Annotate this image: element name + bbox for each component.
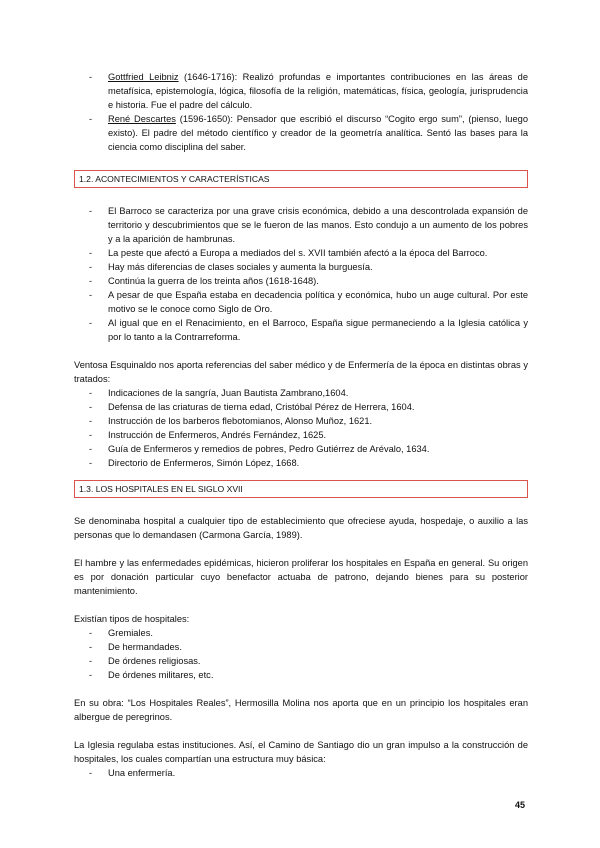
page-content [74,70,528,780]
list-item [74,640,528,654]
page-number: 45 [515,800,526,810]
list-item-text: Defensa de las criaturas de tierna edad, Cristóbal Pérez de Herrera, 1604. [108,402,415,412]
dash-bullet: - [89,388,93,398]
hospital-types-intro: Existían tipos de hospitales: [74,614,190,624]
list-item-text: Instrucción de Enfermeros, Andrés Fernández, 1625. [108,430,327,440]
hermosilla-paragraph: En su obra: “Los Hospitales Reales”, Hermosilla Molina nos aporta que en un principio los hospitales eran albergue de peregrinos. [74,698,528,722]
dash-bullet: - [89,290,93,300]
list-item [74,386,528,400]
dash-bullet: - [89,248,93,258]
dash-bullet: - [89,628,93,638]
list-item [74,288,528,316]
list-item [74,316,528,344]
person-description: (1596-1650): Pensador que escribió el discurso “Cogito ergo sum”, (pienso, luego existo). El padre del método científico y creador de la geometría analítica. Sentó las bases para la ciencia como disciplina del saber. [108,114,528,152]
list-item [74,70,528,112]
section-heading-1-2: 1.2. ACONTECIMIENTOS Y CARACTERÍSTICAS [74,170,528,188]
list-item-text: Hay más diferencias de clases sociales y aumenta la burguesía. [108,262,373,272]
dash-bullet: - [89,276,93,286]
list-item-text: Instrucción de los barberos flebotomianos, Alonso Muñoz, 1621. [108,416,373,426]
dash-bullet: - [89,458,93,468]
section-heading-1-3: 1.3. LOS HOSPITALES EN EL SIGLO XVII [74,480,528,498]
dash-bullet: - [89,318,93,328]
hospital-types-list [74,626,528,682]
list-item-text: A pesar de que España estaba en decadencia política y económica, hubo un auge cultural. Por este motivo se le conoce como Siglo de Oro. [108,290,528,314]
list-item [74,274,528,288]
list-item-text: De órdenes militares, etc. [108,670,214,680]
list-item [74,400,528,414]
dash-bullet: - [89,206,93,216]
dash-bullet: - [89,430,93,440]
list-item-text: Directorio de Enfermeros, Simón López, 1668. [108,458,300,468]
list-item-text: De órdenes religiosas. [108,656,201,666]
list-item [74,766,528,780]
philosophers-list [74,70,528,154]
person-description: (1646-1716): Realizó profundas e importantes contribuciones en las áreas de metafísica, epistemología, lógica, filosofía de la religión, matemáticas, física, geología, jurisprudencia e historia. Fue el padre del cálculo. [108,72,529,110]
dash-bullet: - [89,642,93,652]
list-item-text: La peste que afectó a Europa a mediados del s. XVII también afectó a la época del Barroco. [108,248,488,258]
list-item-text: De hermandades. [108,642,182,652]
dash-bullet: - [89,670,93,680]
list-item [74,204,528,246]
person-name: René Descartes [108,114,176,124]
characteristics-list [74,204,528,344]
list-item [74,414,528,428]
list-item [74,246,528,260]
list-item [74,442,528,456]
list-item [74,112,528,154]
dash-bullet: - [89,444,93,454]
works-list [74,386,528,470]
list-item-text: Continúa la guerra de los treinta años (1618-1648). [108,276,319,286]
list-item [74,668,528,682]
dash-bullet: - [89,114,93,124]
list-item-text: El Barroco se caracteriza por una grave crisis económica, debido a una descontrolada expansión de territorio y descubrimientos que se le fueron de las manos. Esto condujo a un aumento de los pobres y a la aparición de hambrunas. [108,206,528,244]
list-item-text: Al igual que en el Renacimiento, en el Barroco, España sigue permaneciendo a la Iglesia católica y por lo tanto a la Contrarreforma. [108,318,528,342]
dash-bullet: - [89,768,93,778]
list-item [74,428,528,442]
person-name: Gottfried Leibniz [108,72,179,82]
dash-bullet: - [89,416,93,426]
iglesia-paragraph: La Iglesia regulaba estas instituciones. Así, el Camino de Santiago dio un gran impulso a la construcción de hospitales, los cuales compartían una estructura muy básica: [74,740,528,764]
list-item [74,654,528,668]
dash-bullet: - [89,656,93,666]
hospital-definition-paragraph: Se denominaba hospital a cualquier tipo de establecimiento que ofreciese ayuda, hospedaje, o auxilio a las personas que lo demandasen (Carmona García, 1989). [74,516,528,540]
list-item-text: Gremiales. [108,628,153,638]
works-intro-paragraph: Ventosa Esquinaldo nos aporta referencias del saber médico y de Enfermería de la época en distintas obras y tratados: [74,360,528,384]
list-item [74,260,528,274]
list-item-text: Guía de Enfermeros y remedios de pobres, Pedro Gutiérrez de Arévalo, 1634. [108,444,430,454]
dash-bullet: - [89,72,93,82]
list-item [74,456,528,470]
dash-bullet: - [89,402,93,412]
dash-bullet: - [89,262,93,272]
list-item-text: Indicaciones de la sangría, Juan Bautista Zambrano,1604. [108,388,349,398]
hospital-structure-list [74,766,528,780]
hospital-origin-paragraph: El hambre y las enfermedades epidémicas, hicieron proliferar los hospitales en España en general. Su origen es por donación particular cuyo benefactor actuaba de patrono, dejando bienes para su posterior mantenimiento. [74,558,528,596]
list-item-text: Una enfermería. [108,768,176,778]
list-item [74,626,528,640]
